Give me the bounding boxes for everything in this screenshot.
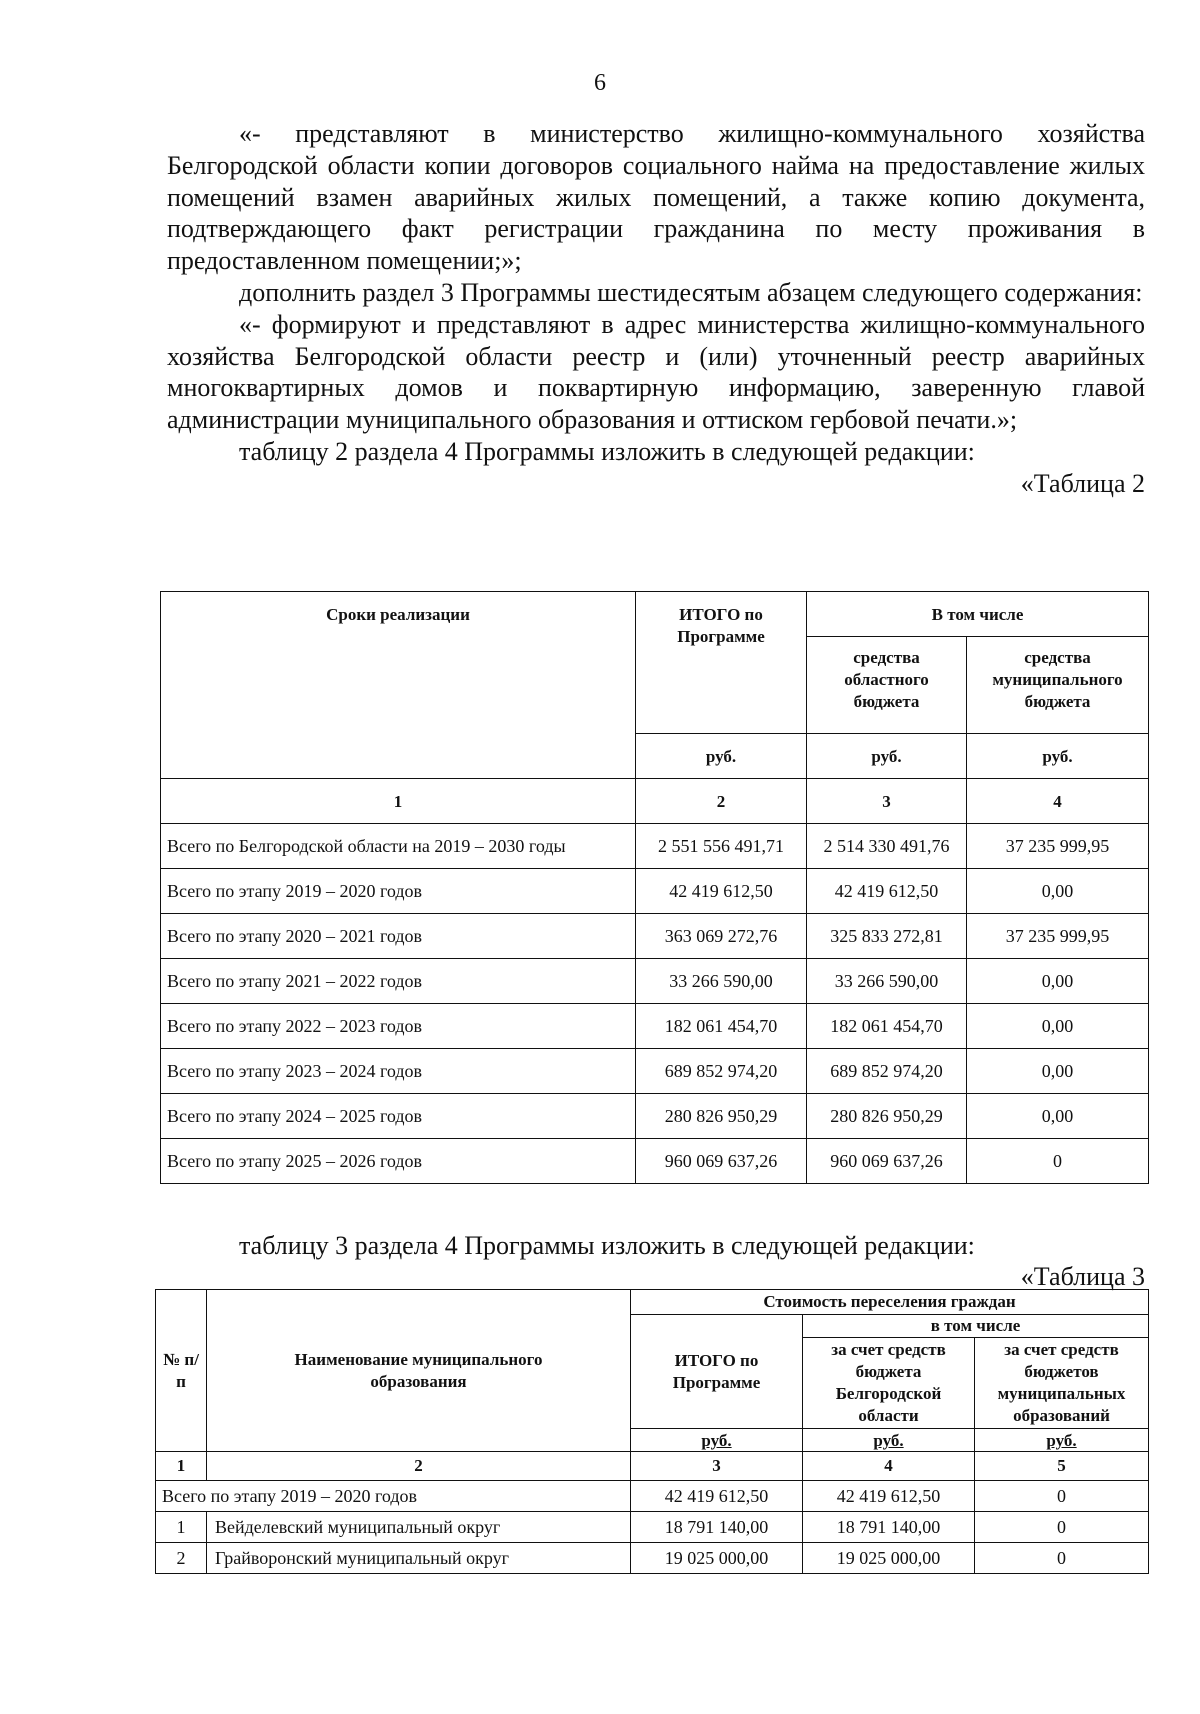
row-municipal: 0 xyxy=(967,1139,1149,1184)
table-row xyxy=(161,1004,1149,1049)
header-including: в том числе xyxy=(803,1315,1149,1338)
col-number: 4 xyxy=(967,779,1149,824)
row-total: 363 069 272,76 xyxy=(636,914,807,959)
row-total: 42 419 612,50 xyxy=(636,869,807,914)
row-total: 18 791 140,00 xyxy=(631,1512,803,1543)
header-municipal: за счет средств бюджетов муниципальных образований xyxy=(975,1338,1149,1429)
table2-caption: «Таблица 2 xyxy=(1020,468,1145,498)
unit-total: руб. xyxy=(636,734,807,779)
table-row xyxy=(156,1512,1149,1543)
table-row xyxy=(161,959,1149,1004)
row-total: 182 061 454,70 xyxy=(636,1004,807,1049)
row-municipal: 37 235 999,95 xyxy=(967,824,1149,869)
row-total: 689 852 974,20 xyxy=(636,1049,807,1094)
col-number: 2 xyxy=(636,779,807,824)
table-row xyxy=(161,914,1149,959)
stage-label: Всего по этапу 2019 – 2020 годов xyxy=(156,1481,631,1512)
row-regional: 689 852 974,20 xyxy=(807,1049,967,1094)
row-name: Грайворонский муниципальный округ xyxy=(207,1543,631,1574)
stage-row xyxy=(156,1481,1149,1512)
col-number: 1 xyxy=(161,779,636,824)
col-number: 4 xyxy=(803,1452,975,1481)
row-regional: 182 061 454,70 xyxy=(807,1004,967,1049)
table-2 xyxy=(160,591,1149,1184)
col-number: 5 xyxy=(975,1452,1149,1481)
row-total: 2 551 556 491,71 xyxy=(636,824,807,869)
row-label: Всего по Белгородской области на 2019 – 2030 годы xyxy=(161,824,636,869)
table-3 xyxy=(155,1289,1149,1574)
paragraph-2: дополнить раздел 3 Программы шестидесятым абзацем следующего содержания: xyxy=(239,277,1143,307)
col-number: 2 xyxy=(207,1452,631,1481)
row-municipal: 0,00 xyxy=(967,1049,1149,1094)
unit-municipal: руб. xyxy=(975,1429,1149,1452)
row-municipal: 0 xyxy=(975,1543,1149,1574)
header-municipal: средства муниципального бюджета xyxy=(967,637,1149,734)
row-municipal: 0,00 xyxy=(967,869,1149,914)
unit-regional: руб. xyxy=(807,734,967,779)
row-total: 33 266 590,00 xyxy=(636,959,807,1004)
row-name: Вейделевский муниципальный округ xyxy=(207,1512,631,1543)
row-regional: 960 069 637,26 xyxy=(807,1139,967,1184)
header-periods: Сроки реализации xyxy=(161,592,636,779)
row-label: Всего по этапу 2019 – 2020 годов xyxy=(161,869,636,914)
header-no: № п/п xyxy=(156,1290,207,1452)
row-municipal: 0,00 xyxy=(967,959,1149,1004)
row-regional: 18 791 140,00 xyxy=(803,1512,975,1543)
table3-caption: «Таблица 3 xyxy=(1020,1262,1145,1291)
row-label: Всего по этапу 2021 – 2022 годов xyxy=(161,959,636,1004)
header-regional: средства областного бюджета xyxy=(807,637,967,734)
row-label: Всего по этапу 2025 – 2026 годов xyxy=(161,1139,636,1184)
header-including: В том числе xyxy=(807,592,1149,637)
table3-intro: таблицу 3 раздела 4 Программы изложить в следующей редакции: xyxy=(239,1231,975,1260)
row-no: 1 xyxy=(156,1512,207,1543)
row-no: 2 xyxy=(156,1543,207,1574)
table-row xyxy=(156,1543,1149,1574)
row-municipal: 37 235 999,95 xyxy=(967,914,1149,959)
table-row xyxy=(161,1139,1149,1184)
row-regional: 19 025 000,00 xyxy=(803,1543,975,1574)
col-number: 3 xyxy=(807,779,967,824)
col-number: 1 xyxy=(156,1452,207,1481)
unit-municipal: руб. xyxy=(967,734,1149,779)
header-cost: Стоимость переселения граждан xyxy=(631,1290,1149,1315)
table-row xyxy=(161,824,1149,869)
row-total: 19 025 000,00 xyxy=(631,1543,803,1574)
row-regional: 42 419 612,50 xyxy=(807,869,967,914)
stage-regional: 42 419 612,50 xyxy=(803,1481,975,1512)
row-total: 960 069 637,26 xyxy=(636,1139,807,1184)
stage-municipal: 0 xyxy=(975,1481,1149,1512)
row-municipal: 0,00 xyxy=(967,1004,1149,1049)
table-row xyxy=(161,1094,1149,1139)
header-name: Наименование муниципального образования xyxy=(207,1290,631,1452)
unit-total: руб. xyxy=(631,1429,803,1452)
row-regional: 2 514 330 491,76 xyxy=(807,824,967,869)
row-label: Всего по этапу 2020 – 2021 годов xyxy=(161,914,636,959)
row-label: Всего по этапу 2023 – 2024 годов xyxy=(161,1049,636,1094)
stage-total: 42 419 612,50 xyxy=(631,1481,803,1512)
paragraph-3: «- формируют и представляют в адрес министерства жилищно-коммунального хозяйства Белгородской области реестр и (или) уточненный реестр аварийных многоквартирных домов и поквартирную информацию, заверенную главой администрации муниципального образования и оттиском гербовой печати.»; xyxy=(167,309,1145,435)
table3-intro-block xyxy=(167,1230,1145,1292)
page-number: 6 xyxy=(594,70,606,96)
header-total: ИТОГО по Программе xyxy=(636,592,807,734)
col-number: 3 xyxy=(631,1452,803,1481)
row-municipal: 0 xyxy=(975,1512,1149,1543)
row-regional: 325 833 272,81 xyxy=(807,914,967,959)
row-total: 280 826 950,29 xyxy=(636,1094,807,1139)
row-label: Всего по этапу 2024 – 2025 годов xyxy=(161,1094,636,1139)
row-label: Всего по этапу 2022 – 2023 годов xyxy=(161,1004,636,1049)
row-regional: 33 266 590,00 xyxy=(807,959,967,1004)
table-row xyxy=(161,869,1149,914)
row-municipal: 0,00 xyxy=(967,1094,1149,1139)
row-regional: 280 826 950,29 xyxy=(807,1094,967,1139)
document-body xyxy=(167,118,1145,500)
table-row xyxy=(161,1049,1149,1094)
paragraph-4: таблицу 2 раздела 4 Программы изложить в следующей редакции: xyxy=(239,436,975,466)
header-regional: за счет средств бюджета Белгородской области xyxy=(803,1338,975,1429)
unit-regional: руб. xyxy=(803,1429,975,1452)
paragraph-1: «- представляют в министерство жилищно-коммунального хозяйства Белгородской области копии договоров социального найма на предоставление жилых помещений взамен аварийных жилых помещений, а также копию документа, подтверждающего факт регистрации гражданина по месту проживания в предоставленном помещении;»; xyxy=(167,119,1145,276)
header-total: ИТОГО по Программе xyxy=(631,1315,803,1429)
